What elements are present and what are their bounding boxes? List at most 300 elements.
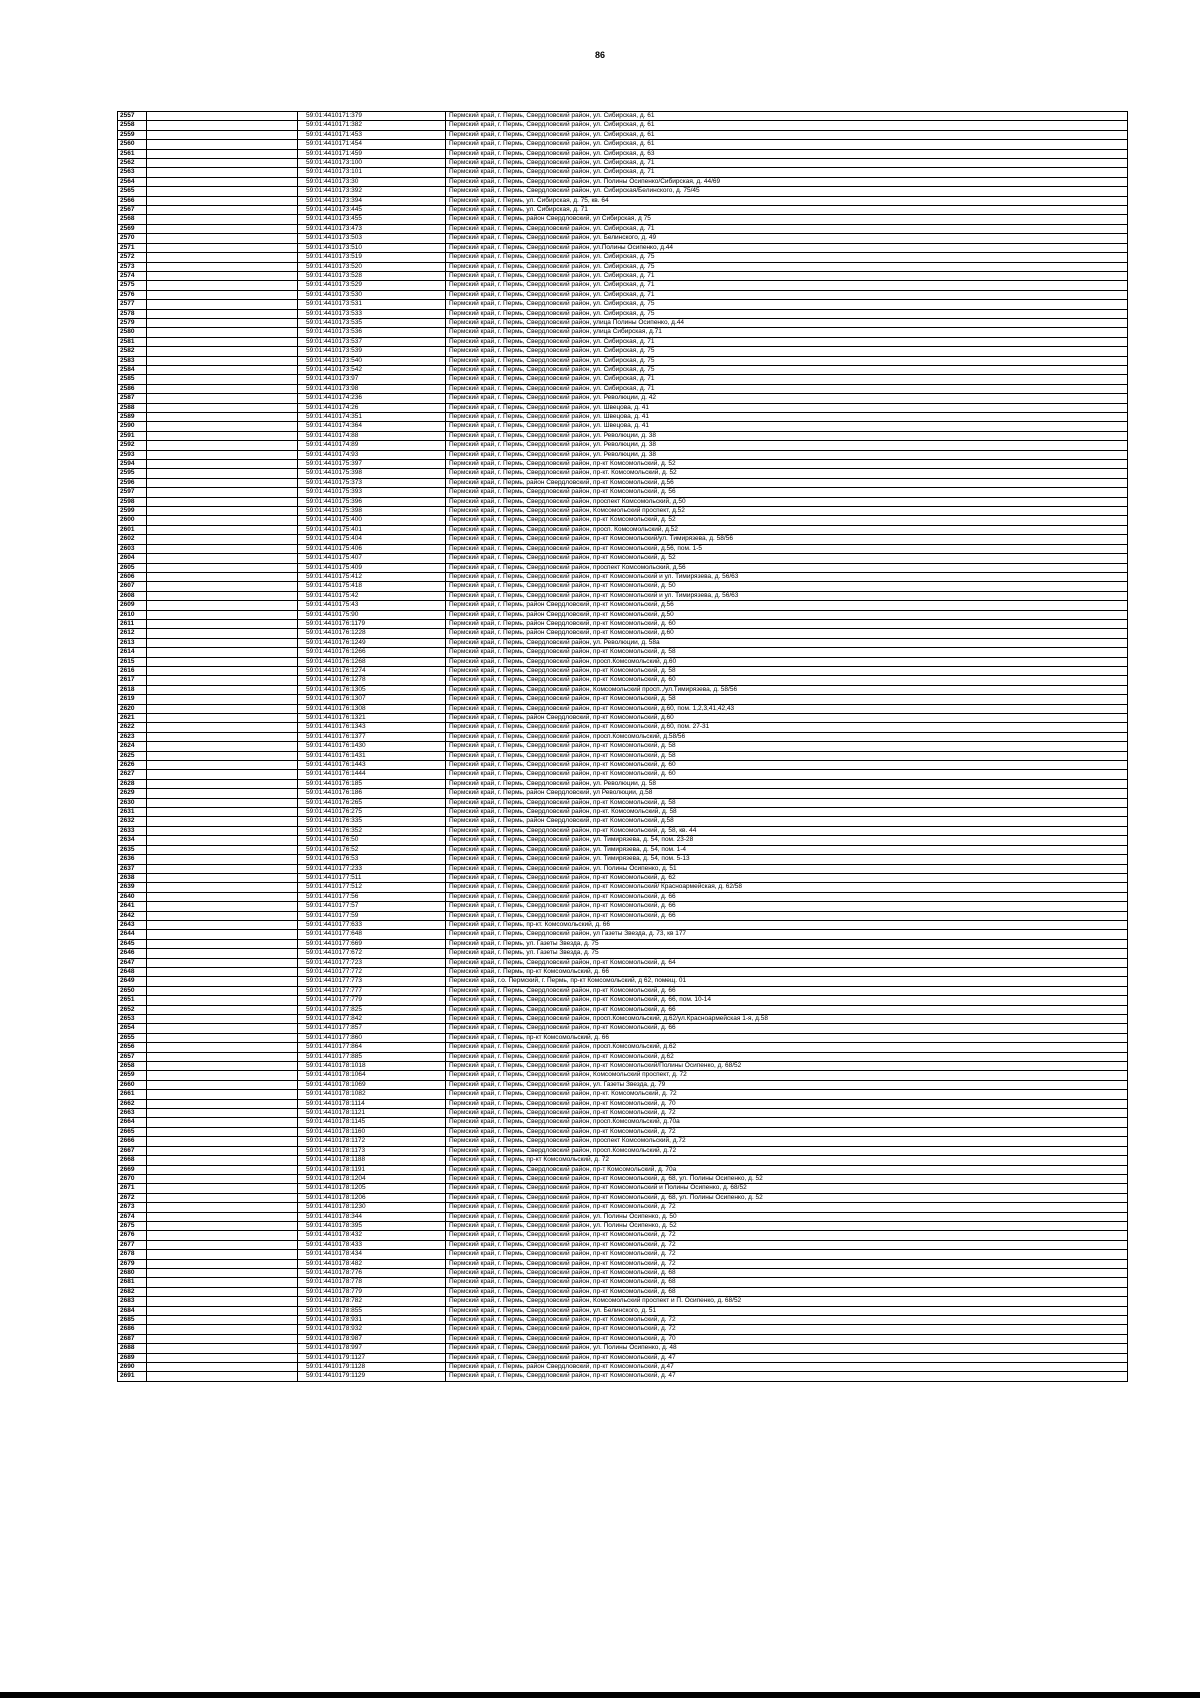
address: Пермский край, г. Пермь, Свердловский район, ул. Революции, д. 38	[446, 431, 1128, 440]
cadastral-number: 59:01:4410178:1173	[298, 1146, 446, 1155]
cadastral-number: 59:01:4410175:401	[298, 525, 446, 534]
row-number: 2657	[118, 1052, 147, 1061]
address: Пермский край, г. Пермь, Свердловский район, проспект Комсомольский, д.50	[446, 497, 1128, 506]
empty-cell	[147, 1278, 298, 1287]
cadastral-number: 59:01:4410176:1266	[298, 648, 446, 657]
empty-cell	[147, 1137, 298, 1146]
row-number: 2646	[118, 949, 147, 958]
row-number: 2597	[118, 488, 147, 497]
address: Пермский край, г. Пермь, Свердловский район, ул. Революции, д. 42	[446, 394, 1128, 403]
cadastral-number: 59:01:4410178:1121	[298, 1109, 446, 1118]
empty-cell	[147, 1316, 298, 1325]
address: Пермский край, г. Пермь, Свердловский район, пр-кт Комсомольский и ул. Тимирязева, д. 56/63	[446, 591, 1128, 600]
cadastral-number: 59:01:4410177:648	[298, 930, 446, 939]
empty-cell	[147, 290, 298, 299]
row-number: 2652	[118, 1005, 147, 1014]
cadastral-number: 59:01:4410176:185	[298, 779, 446, 788]
empty-cell	[147, 262, 298, 271]
empty-cell	[147, 1043, 298, 1052]
table-row	[118, 563, 1128, 572]
table-row	[118, 1080, 1128, 1089]
table-row	[118, 271, 1128, 280]
table-row	[118, 394, 1128, 403]
empty-cell	[147, 488, 298, 497]
table-row	[118, 318, 1128, 327]
address: Пермский край, г. Пермь, Свердловский район, пр-кт Комсомольский, д. 60	[446, 676, 1128, 685]
row-number: 2615	[118, 657, 147, 666]
address: Пермский край, г. Пермь, Свердловский район, пр-кт Комсомольский, д. 70	[446, 1099, 1128, 1108]
table-row	[118, 1334, 1128, 1343]
table-row	[118, 855, 1128, 864]
cadastral-number: 59:01:4410171:459	[298, 149, 446, 158]
row-number: 2636	[118, 855, 147, 864]
cadastral-number: 59:01:4410177:777	[298, 986, 446, 995]
address: Пермский край, г. Пермь, Свердловский район, пр-кт. Комсомольский, д. 52	[446, 469, 1128, 478]
empty-cell	[147, 695, 298, 704]
row-number: 2598	[118, 497, 147, 506]
address: Пермский край, г. Пермь, ул. Газеты Звезда, д. 75	[446, 939, 1128, 948]
table-row	[118, 347, 1128, 356]
empty-cell	[147, 554, 298, 563]
address: Пермский край, г. Пермь, Свердловский район, ул. Сибирская, д. 75	[446, 253, 1128, 262]
table-row	[118, 1118, 1128, 1127]
cadastral-number: 59:01:4410173:540	[298, 356, 446, 365]
empty-cell	[147, 460, 298, 469]
cadastral-number: 59:01:4410177:633	[298, 920, 446, 929]
cadastral-number: 59:01:4410177:233	[298, 864, 446, 873]
cadastral-number: 59:01:4410178:779	[298, 1287, 446, 1296]
address: Пермский край, г. Пермь, Свердловский район, проспект Комсомольский, д.56	[446, 563, 1128, 572]
cadastral-number: 59:01:4410173:528	[298, 271, 446, 280]
empty-cell	[147, 422, 298, 431]
table-row	[118, 497, 1128, 506]
empty-cell	[147, 930, 298, 939]
address: Пермский край, г. Пермь, Свердловский район, просп.Комсомольский, д.62/ул.Красноармейская 1-я, д.58	[446, 1015, 1128, 1024]
empty-cell	[147, 591, 298, 600]
row-number: 2588	[118, 403, 147, 412]
row-number: 2570	[118, 234, 147, 243]
row-number: 2623	[118, 732, 147, 741]
table-row	[118, 384, 1128, 393]
table-row	[118, 403, 1128, 412]
row-number: 2629	[118, 789, 147, 798]
table-row	[118, 112, 1128, 121]
empty-cell	[147, 1193, 298, 1202]
empty-cell	[147, 855, 298, 864]
address: Пермский край, г. Пермь, Свердловский район, ул. Сибирская, д. 75	[446, 300, 1128, 309]
empty-cell	[147, 911, 298, 920]
row-number: 2584	[118, 365, 147, 374]
address: Пермский край, г. Пермь, район Свердловский, ул Сибирская, д 75	[446, 215, 1128, 224]
cadastral-number: 59:01:4410179:1127	[298, 1353, 446, 1362]
table-row	[118, 1184, 1128, 1193]
row-number: 2640	[118, 892, 147, 901]
row-number: 2647	[118, 958, 147, 967]
row-number: 2658	[118, 1062, 147, 1071]
address: Пермский край, г. Пермь, Свердловский район, ул. Швецова, д. 41	[446, 413, 1128, 422]
row-number: 2558	[118, 121, 147, 130]
table-row	[118, 1015, 1128, 1024]
table-row	[118, 704, 1128, 713]
address: Пермский край, г. Пермь, Свердловский район, Комсомольский проспект, д.52	[446, 507, 1128, 516]
address: Пермский край, г. Пермь, Свердловский район, пр-кт Комсомольский/ Красноармейская, д. 62/58	[446, 883, 1128, 892]
cadastral-number: 59:01:4410173:101	[298, 168, 446, 177]
address: Пермский край, г. Пермь, Свердловский район, Комсомольский проспект, д. 72	[446, 1071, 1128, 1080]
row-number: 2605	[118, 563, 147, 572]
row-number: 2589	[118, 413, 147, 422]
table-row	[118, 732, 1128, 741]
row-number: 2642	[118, 911, 147, 920]
cadastral-number: 59:01:4410178:434	[298, 1250, 446, 1259]
cadastral-number: 59:01:4410178:855	[298, 1306, 446, 1315]
table-row	[118, 469, 1128, 478]
empty-cell	[147, 168, 298, 177]
row-number: 2569	[118, 224, 147, 233]
table-row	[118, 619, 1128, 628]
address: Пермский край, г. Пермь, ул. Газеты Звезда, д. 75	[446, 949, 1128, 958]
table-row	[118, 761, 1128, 770]
cadastral-number: 59:01:4410173:510	[298, 243, 446, 252]
row-number: 2663	[118, 1109, 147, 1118]
cadastral-number: 59:01:4410175:412	[298, 572, 446, 581]
address: Пермский край, г. Пермь, Свердловский район, пр-кт Комсомольский, д. 66	[446, 892, 1128, 901]
cadastral-number: 59:01:4410173:537	[298, 337, 446, 346]
table-row	[118, 873, 1128, 882]
row-number: 2679	[118, 1259, 147, 1268]
row-number: 2631	[118, 808, 147, 817]
row-number: 2686	[118, 1325, 147, 1334]
address: Пермский край, г. Пермь, район Свердловский, пр-кт Комсомольский, д. 60	[446, 619, 1128, 628]
table-row	[118, 281, 1128, 290]
address: Пермский край, г. Пермь, Свердловский район, пр-кт Комсомольский, д. 47	[446, 1353, 1128, 1362]
row-number: 2668	[118, 1156, 147, 1165]
address: Пермский край, г. Пермь, Свердловский район, улица Полины Осипенко, д.44	[446, 318, 1128, 327]
cadastral-number: 59:01:4410177:842	[298, 1015, 446, 1024]
address: Пермский край, г. Пермь, район Свердловский, пр-кт Комсомольский, д.56	[446, 601, 1128, 610]
table-row	[118, 1109, 1128, 1118]
address: Пермский край, г. Пермь, Свердловский район, ул. Сибирская, д. 61	[446, 140, 1128, 149]
cadastral-number: 59:01:4410175:43	[298, 601, 446, 610]
row-number: 2567	[118, 206, 147, 215]
address: Пермский край, г. Пермь, Свердловский район, Комсомольский просп.,/ул.Тимирязева, д. 58/56	[446, 685, 1128, 694]
row-number: 2670	[118, 1174, 147, 1183]
cadastral-number: 59:01:4410173:520	[298, 262, 446, 271]
cadastral-number: 59:01:4410178:776	[298, 1268, 446, 1277]
empty-cell	[147, 563, 298, 572]
address: Пермский край, г. Пермь, Свердловский район, пр-кт Комсомольский, д. 72	[446, 1127, 1128, 1136]
address: Пермский край, г. Пермь, район Свердловский, пр-кт Комсомольский, д.50	[446, 610, 1128, 619]
address: Пермский край, г. Пермь, Свердловский район, пр-кт Комсомольский, д. 58, кв. 44	[446, 826, 1128, 835]
empty-cell	[147, 234, 298, 243]
table-row	[118, 159, 1128, 168]
empty-cell	[147, 394, 298, 403]
row-number: 2675	[118, 1221, 147, 1230]
row-number: 2600	[118, 516, 147, 525]
empty-cell	[147, 1231, 298, 1240]
empty-cell	[147, 864, 298, 873]
empty-cell	[147, 1090, 298, 1099]
cadastral-number: 59:01:4410176:50	[298, 836, 446, 845]
row-number: 2602	[118, 535, 147, 544]
cadastral-number: 59:01:4410178:782	[298, 1297, 446, 1306]
empty-cell	[147, 1268, 298, 1277]
cadastral-number: 59:01:4410176:1307	[298, 695, 446, 704]
row-number: 2678	[118, 1250, 147, 1259]
cadastral-number: 59:01:4410171:382	[298, 121, 446, 130]
table-row	[118, 836, 1128, 845]
cadastral-number: 59:01:4410178:1018	[298, 1062, 446, 1071]
row-number: 2684	[118, 1306, 147, 1315]
address: Пермский край, г. Пермь, Свердловский район, пр-кт Комсомольский, д.62	[446, 1052, 1128, 1061]
address: Пермский край, г. Пермь, пр-кт. Комсомольский, д. 66	[446, 920, 1128, 929]
table-row	[118, 714, 1128, 723]
table-row	[118, 610, 1128, 619]
address: Пермский край, г. Пермь, Свердловский район, ул. Швецова, д. 41	[446, 422, 1128, 431]
table-row	[118, 930, 1128, 939]
empty-cell	[147, 892, 298, 901]
cadastral-number: 59:01:4410178:482	[298, 1259, 446, 1268]
cadastral-number: 59:01:4410175:418	[298, 582, 446, 591]
address: Пермский край, г. Пермь, Свердловский район, пр-кт Комсомольский, д. 72	[446, 1250, 1128, 1259]
table-row	[118, 149, 1128, 158]
address: Пермский край, г. Пермь, Свердловский район, ул. Сибирская, д. 71	[446, 281, 1128, 290]
empty-cell	[147, 1118, 298, 1127]
address: Пермский край, г. Пермь, Свердловский район, ул. Сибирская, д. 61	[446, 130, 1128, 139]
empty-cell	[147, 648, 298, 657]
empty-cell	[147, 1156, 298, 1165]
empty-cell	[147, 883, 298, 892]
address: Пермский край, г. Пермь, Свердловский район, ул.Полины Осипенко, д.44	[446, 243, 1128, 252]
table-row	[118, 535, 1128, 544]
row-number: 2585	[118, 375, 147, 384]
cadastral-number: 59:01:4410178:1205	[298, 1184, 446, 1193]
row-number: 2666	[118, 1137, 147, 1146]
page-number: 86	[594, 50, 605, 60]
table-row	[118, 883, 1128, 892]
cadastral-number: 59:01:4410177:56	[298, 892, 446, 901]
cadastral-number: 59:01:4410175:373	[298, 478, 446, 487]
row-number: 2685	[118, 1316, 147, 1325]
table-row	[118, 187, 1128, 196]
address: Пермский край, г. Пермь, ул. Сибирская, д. 75, кв. 64	[446, 196, 1128, 205]
row-number: 2595	[118, 469, 147, 478]
empty-cell	[147, 337, 298, 346]
empty-cell	[147, 1071, 298, 1080]
address: Пермский край, г. Пермь, Свердловский район, ул. Сибирская, д. 75	[446, 309, 1128, 318]
scan-bottom-edge	[0, 1692, 1200, 1698]
address: Пермский край, г. Пермь, Свердловский район, пр-кт Комсомольский, д. 66	[446, 1005, 1128, 1014]
address: Пермский край, г. Пермь, Свердловский район, пр-кт Комсомольский, д. 60	[446, 761, 1128, 770]
row-number: 2582	[118, 347, 147, 356]
cadastral-number: 59:01:4410178:778	[298, 1278, 446, 1287]
table-row	[118, 1287, 1128, 1296]
address: Пермский край, г. Пермь, Свердловский район, просп.Комсомольский, д.72	[446, 1146, 1128, 1155]
row-number: 2593	[118, 450, 147, 459]
address: Пермский край, г. Пермь, Свердловский район, пр-кт Комсомольский, д. 52	[446, 516, 1128, 525]
table-row	[118, 356, 1128, 365]
empty-cell	[147, 789, 298, 798]
address: Пермский край, г. Пермь, Свердловский район, ул. Революции, д. 58а	[446, 638, 1128, 647]
table-row	[118, 1005, 1128, 1014]
empty-cell	[147, 1250, 298, 1259]
row-number: 2651	[118, 996, 147, 1005]
table-row	[118, 1344, 1128, 1353]
empty-cell	[147, 742, 298, 751]
address: Пермский край, г. Пермь, Свердловский район, ул. Полины Осипенко, д. 51	[446, 864, 1128, 873]
cadastral-number: 59:01:4410177:723	[298, 958, 446, 967]
empty-cell	[147, 732, 298, 741]
table-row	[118, 657, 1128, 666]
cadastral-number: 59:01:4410173:519	[298, 253, 446, 262]
empty-cell	[147, 704, 298, 713]
row-number: 2604	[118, 554, 147, 563]
cadastral-number: 59:01:4410173:100	[298, 159, 446, 168]
table-row	[118, 742, 1128, 751]
cadastral-number: 59:01:4410178:987	[298, 1334, 446, 1343]
table-row	[118, 666, 1128, 675]
table-row	[118, 196, 1128, 205]
table-row	[118, 920, 1128, 929]
cadastral-number: 59:01:4410178:1069	[298, 1080, 446, 1089]
row-number: 2590	[118, 422, 147, 431]
row-number: 2626	[118, 761, 147, 770]
row-number: 2624	[118, 742, 147, 751]
address: Пермский край, г. Пермь, Свердловский район, пр-кт Комсомольский/Полины Осипенко, д. 68/52	[446, 1062, 1128, 1071]
address: Пермский край, г. Пермь, Свердловский район, Комсомольский проспект и П. Осипенко, д. 68/52	[446, 1297, 1128, 1306]
row-number: 2648	[118, 967, 147, 976]
row-number: 2634	[118, 836, 147, 845]
cadastral-number: 59:01:4410175:90	[298, 610, 446, 619]
empty-cell	[147, 676, 298, 685]
empty-cell	[147, 1363, 298, 1372]
row-number: 2611	[118, 619, 147, 628]
row-number: 2638	[118, 873, 147, 882]
row-number: 2577	[118, 300, 147, 309]
row-number: 2662	[118, 1099, 147, 1108]
empty-cell	[147, 723, 298, 732]
cadastral-number: 59:01:4410174:93	[298, 450, 446, 459]
cadastral-number: 59:01:4410175:42	[298, 591, 446, 600]
row-number: 2667	[118, 1146, 147, 1155]
empty-cell	[147, 1334, 298, 1343]
cadastral-number: 59:01:4410177:779	[298, 996, 446, 1005]
empty-cell	[147, 619, 298, 628]
row-number: 2654	[118, 1024, 147, 1033]
cadastral-number: 59:01:4410177:864	[298, 1043, 446, 1052]
cadastral-number: 59:01:4410176:1179	[298, 619, 446, 628]
address: Пермский край, г. Пермь, Свердловский район, ул. Газеты Звезда, д. 79	[446, 1080, 1128, 1089]
table-row	[118, 328, 1128, 337]
cadastral-number: 59:01:4410174:89	[298, 441, 446, 450]
empty-cell	[147, 902, 298, 911]
cadastral-number: 59:01:4410177:59	[298, 911, 446, 920]
cadastral-number: 59:01:4410178:1114	[298, 1099, 446, 1108]
table-row	[118, 826, 1128, 835]
row-number: 2628	[118, 779, 147, 788]
empty-cell	[147, 761, 298, 770]
address: Пермский край, г. Пермь, Свердловский район, пр-кт Комсомольский, д. 72	[446, 1316, 1128, 1325]
address: Пермский край, г. Пермь, Свердловский район, пр-кт Комсомольский, д. 72	[446, 1231, 1128, 1240]
cadastral-number: 59:01:4410174:236	[298, 394, 446, 403]
address: Пермский край, г. Пермь, Свердловский район, пр-кт Комсомольский и ул. Тимирязева, д. 56/63	[446, 572, 1128, 581]
row-number: 2579	[118, 318, 147, 327]
table-row	[118, 224, 1128, 233]
row-number: 2606	[118, 572, 147, 581]
address: Пермский край, г. Пермь, Свердловский район, ул. Сибирская, д. 71	[446, 384, 1128, 393]
address: Пермский край, г. Пермь, Свердловский район, ул. Революции, д. 38	[446, 450, 1128, 459]
empty-cell	[147, 1033, 298, 1042]
row-number: 2618	[118, 685, 147, 694]
address: Пермский край, г. Пермь, Свердловский район, просп.Комсомольский, д.58/56	[446, 732, 1128, 741]
table-row	[118, 591, 1128, 600]
table-row	[118, 770, 1128, 779]
row-number: 2671	[118, 1184, 147, 1193]
cadastral-number: 59:01:4410178:1082	[298, 1090, 446, 1099]
address: Пермский край, г. Пермь, Свердловский район, ул. Полины Осипенко, д. 52	[446, 1221, 1128, 1230]
empty-cell	[147, 1203, 298, 1212]
row-number: 2608	[118, 591, 147, 600]
row-number: 2576	[118, 290, 147, 299]
row-number: 2644	[118, 930, 147, 939]
row-number: 2625	[118, 751, 147, 760]
empty-cell	[147, 873, 298, 882]
cadastral-number: 59:01:4410177:772	[298, 967, 446, 976]
table-row	[118, 234, 1128, 243]
table-body	[118, 112, 1128, 1382]
row-number: 2566	[118, 196, 147, 205]
row-number: 2575	[118, 281, 147, 290]
table-row	[118, 1363, 1128, 1372]
cadastral-number: 59:01:4410176:1443	[298, 761, 446, 770]
cadastral-number: 59:01:4410178:997	[298, 1344, 446, 1353]
empty-cell	[147, 177, 298, 186]
cadastral-number: 59:01:4410173:394	[298, 196, 446, 205]
empty-cell	[147, 347, 298, 356]
address: Пермский край, г. Пермь, Свердловский район, пр-кт Комсомольский, д. 66	[446, 911, 1128, 920]
row-number: 2592	[118, 441, 147, 450]
cadastral-number: 59:01:4410173:529	[298, 281, 446, 290]
empty-cell	[147, 1353, 298, 1362]
table-row	[118, 629, 1128, 638]
row-number: 2672	[118, 1193, 147, 1202]
empty-cell	[147, 365, 298, 374]
address: Пермский край, г. Пермь, Свердловский район, пр-кт Комсомольский, д. 68	[446, 1268, 1128, 1277]
cadastral-number: 59:01:4410178:1145	[298, 1118, 446, 1127]
table-row	[118, 1316, 1128, 1325]
empty-cell	[147, 1221, 298, 1230]
address: Пермский край, г. Пермь, Свердловский район, ул. Белинского, д. 51	[446, 1306, 1128, 1315]
address: Пермский край, г. Пермь, Свердловский район, пр-кт Комсомольский, д. 64	[446, 958, 1128, 967]
table-row	[118, 1325, 1128, 1334]
table-row	[118, 121, 1128, 130]
cadastral-number: 59:01:4410176:265	[298, 798, 446, 807]
address: Пермский край, г. Пермь, Свердловский район, пр-т Комсомольский, д. 70а	[446, 1165, 1128, 1174]
empty-cell	[147, 413, 298, 422]
cadastral-number: 59:01:4410177:825	[298, 1005, 446, 1014]
address: Пермский край, г. Пермь, Свердловский район, пр-кт Комсомольский, д. 66	[446, 1024, 1128, 1033]
table-row	[118, 243, 1128, 252]
empty-cell	[147, 657, 298, 666]
address: Пермский край, г. Пермь, Свердловский район, пр-кт Комсомольский, д. 58	[446, 751, 1128, 760]
empty-cell	[147, 1184, 298, 1193]
cadastral-number: 59:01:4410175:396	[298, 497, 446, 506]
empty-cell	[147, 535, 298, 544]
address: Пермский край, г. Пермь, Свердловский район, ул. Сибирская/Белинского, д. 75/45	[446, 187, 1128, 196]
table-row	[118, 422, 1128, 431]
empty-cell	[147, 159, 298, 168]
cadastral-number: 59:01:4410175:397	[298, 460, 446, 469]
address: Пермский край, г. Пермь, Свердловский район, пр-кт Комсомольский, д. 58	[446, 695, 1128, 704]
